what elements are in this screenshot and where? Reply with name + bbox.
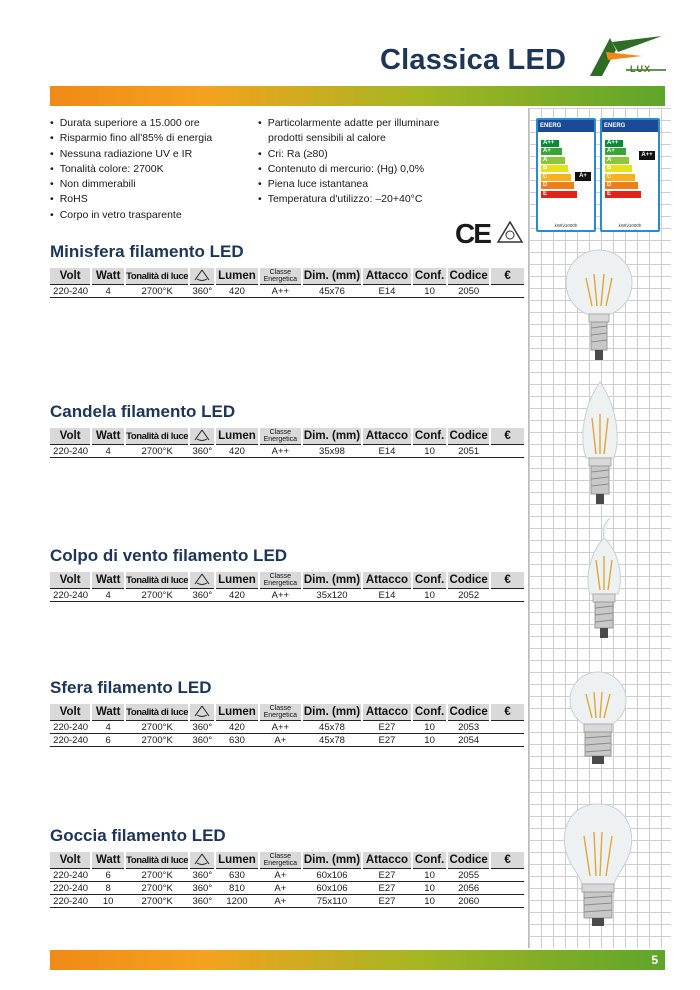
header-lumen: Lumen xyxy=(215,268,258,285)
table-cell: 2700°K xyxy=(125,285,189,298)
classe-header-line1: Classe xyxy=(269,269,292,276)
features-right xyxy=(258,116,439,208)
table-cell: 420 xyxy=(215,285,258,298)
arlux-logo xyxy=(572,32,668,78)
beam-angle-header xyxy=(189,268,215,285)
header-conf: Conf. xyxy=(412,428,447,445)
energy-scale-grade: A+ xyxy=(607,148,615,154)
feature-item: prodotti sensibili al calore xyxy=(268,132,386,145)
price-cell xyxy=(490,882,524,895)
table-cell: 220-240 xyxy=(50,895,91,908)
header-codice: Codice xyxy=(447,572,490,589)
table-cell: 2700°K xyxy=(125,882,189,895)
energy-scale-grade: E xyxy=(607,190,612,197)
goccia-bulb-image xyxy=(556,800,640,930)
table-cell: A+ xyxy=(259,734,303,747)
table-cell: 4 xyxy=(91,721,125,734)
beam-angle-icon xyxy=(193,705,211,717)
header-tonalita: Tonalità di luce xyxy=(125,704,189,721)
energy-scale-bar xyxy=(605,191,641,198)
table-cell: 2053 xyxy=(447,721,490,734)
feature-item: • Corpo in vetro trasparente xyxy=(50,208,212,223)
table-cell: 420 xyxy=(215,721,258,734)
header-volt: Volt xyxy=(50,852,91,869)
table-cell: 45x76 xyxy=(302,285,362,298)
table-cell: 2055 xyxy=(447,869,490,882)
table-cell: 630 xyxy=(215,734,258,747)
energy-scale-bar xyxy=(541,174,571,181)
energy-label-header: ENERG xyxy=(538,120,594,132)
price-cell xyxy=(490,721,524,734)
header-conf: Conf. xyxy=(412,704,447,721)
product-section xyxy=(50,242,524,298)
energy-scale-grade: A++ xyxy=(607,139,619,146)
beam-angle-icon xyxy=(193,269,211,281)
section-title: Sfera filamento LED xyxy=(50,678,212,697)
table-cell: 2050 xyxy=(447,285,490,298)
table-cell: 60x106 xyxy=(302,869,362,882)
energy-scale-bar xyxy=(541,148,562,155)
energy-scale-bar xyxy=(605,165,632,172)
table-row xyxy=(50,721,524,734)
classe-energetica-header xyxy=(259,572,303,589)
classe-header-line1: Classe xyxy=(269,705,292,712)
energy-scale-grade: A+ xyxy=(543,148,551,154)
price-cell xyxy=(490,285,524,298)
energy-scale-grade: C xyxy=(607,173,612,180)
energy-scale-grade: A xyxy=(607,156,612,163)
classe-header-line2: Energetica xyxy=(263,712,298,719)
header-attacco: Attacco xyxy=(362,428,412,445)
section-title: Minisfera filamento LED xyxy=(50,242,244,261)
classe-header-line2: Energetica xyxy=(263,860,298,867)
header-euro: € xyxy=(490,704,524,721)
energy-scale-bar xyxy=(605,182,638,189)
table-row xyxy=(50,285,524,298)
table-cell: 2056 xyxy=(447,882,490,895)
header-lumen: Lumen xyxy=(215,852,258,869)
header-volt: Volt xyxy=(50,268,91,285)
table-cell: A++ xyxy=(259,285,303,298)
table-cell: 1200 xyxy=(215,895,258,908)
table-cell: 6 xyxy=(91,869,125,882)
table-cell: 220-240 xyxy=(50,734,91,747)
table-cell: 2052 xyxy=(447,589,490,602)
header-codice: Codice xyxy=(447,268,490,285)
features-left xyxy=(50,116,212,223)
table-cell: E14 xyxy=(362,285,412,298)
classe-header-line2: Energetica xyxy=(263,580,298,587)
table-cell: 360° xyxy=(189,895,215,908)
table-cell: 360° xyxy=(189,445,215,458)
table-cell: E27 xyxy=(362,869,412,882)
feature-item: • Non dimmerabili xyxy=(50,177,212,192)
beam-angle-icon xyxy=(193,853,211,865)
table-row xyxy=(50,882,524,895)
colpo-di-vento-bulb-image xyxy=(574,516,634,642)
energy-scale-grade: A xyxy=(543,156,548,163)
product-table xyxy=(50,572,524,602)
energy-scale-bar xyxy=(605,148,626,155)
classe-header-line2: Energetica xyxy=(263,436,298,443)
table-cell: E27 xyxy=(362,721,412,734)
table-cell: 4 xyxy=(91,589,125,602)
price-cell xyxy=(490,445,524,458)
table-cell: 4 xyxy=(91,445,125,458)
header-euro: € xyxy=(490,572,524,589)
beam-angle-header xyxy=(189,704,215,721)
section-title: Colpo di vento filamento LED xyxy=(50,546,288,565)
energy-scale-grade: B xyxy=(607,165,612,171)
table-cell: E14 xyxy=(362,445,412,458)
table-cell: 10 xyxy=(412,721,447,734)
ce-mark: CE xyxy=(455,218,490,249)
table-cell: 10 xyxy=(412,869,447,882)
product-table xyxy=(50,704,524,747)
energy-grade-badge: A+ xyxy=(575,172,591,181)
header-watt: Watt xyxy=(91,268,125,285)
feature-item: • Cri: Ra (≥80) xyxy=(258,147,439,162)
header-euro: € xyxy=(490,268,524,285)
energy-scale-grade: D xyxy=(607,182,612,188)
energy-scale-grade: E xyxy=(543,190,548,197)
header-volt: Volt xyxy=(50,704,91,721)
table-cell: 35x120 xyxy=(302,589,362,602)
header-watt: Watt xyxy=(91,704,125,721)
classe-energetica-header xyxy=(259,268,303,285)
beam-angle-icon xyxy=(193,429,211,441)
table-cell: 75x110 xyxy=(302,895,362,908)
table-cell: 220-240 xyxy=(50,589,91,602)
page-title: Classica LED xyxy=(380,44,567,76)
price-cell xyxy=(490,895,524,908)
energy-label-header: ENERG xyxy=(602,120,658,132)
table-cell: A++ xyxy=(259,589,303,602)
header-euro: € xyxy=(490,428,524,445)
energy-label-footer: kWh/1000h xyxy=(554,223,578,228)
table-cell: E27 xyxy=(362,882,412,895)
feature-item: • Contenuto di mercurio: (Hg) 0,0% xyxy=(258,162,439,177)
table-cell: A+ xyxy=(259,882,303,895)
header-tonalita: Tonalità di luce xyxy=(125,572,189,589)
energy-scale-bar xyxy=(541,140,559,147)
table-cell: 2060 xyxy=(447,895,490,908)
minisfera-bulb-image xyxy=(562,238,636,370)
table-cell: A+ xyxy=(259,869,303,882)
table-cell: 10 xyxy=(91,895,125,908)
energy-scale-bar xyxy=(541,191,577,198)
header-lumen: Lumen xyxy=(215,704,258,721)
table-cell: 220-240 xyxy=(50,869,91,882)
product-table xyxy=(50,428,524,458)
energy-grade-badge: A++ xyxy=(639,151,655,160)
beam-angle-icon xyxy=(193,573,211,585)
table-cell: 810 xyxy=(215,882,258,895)
price-cell xyxy=(490,589,524,602)
table-cell: 360° xyxy=(189,869,215,882)
energy-scale-bar xyxy=(605,157,629,164)
table-row xyxy=(50,445,524,458)
header-attacco: Attacco xyxy=(362,852,412,869)
weee-triangle-icon xyxy=(496,220,524,244)
header-conf: Conf. xyxy=(412,572,447,589)
header-conf: Conf. xyxy=(412,268,447,285)
product-section xyxy=(50,546,524,602)
header-dim: Dim. (mm) xyxy=(302,704,362,721)
energy-scale-bar xyxy=(541,165,568,172)
section-title: Goccia filamento LED xyxy=(50,826,226,845)
feature-item: • Nessuna radiazione UV e IR xyxy=(50,147,212,162)
energy-label-sub xyxy=(602,132,658,138)
bottom-color-bar xyxy=(50,950,665,970)
product-section xyxy=(50,402,524,458)
table-cell: 360° xyxy=(189,285,215,298)
table-cell: 420 xyxy=(215,589,258,602)
table-cell: 360° xyxy=(189,589,215,602)
table-cell: E27 xyxy=(362,734,412,747)
table-cell: A++ xyxy=(259,721,303,734)
table-cell: 2700°K xyxy=(125,895,189,908)
energy-scale-grade: B xyxy=(543,165,548,171)
table-cell: A+ xyxy=(259,895,303,908)
section-title: Candela filamento LED xyxy=(50,402,236,421)
candela-bulb-image xyxy=(570,378,630,508)
table-row xyxy=(50,589,524,602)
product-table xyxy=(50,852,524,908)
beam-angle-header xyxy=(189,428,215,445)
price-cell xyxy=(490,869,524,882)
energy-label-a-plus xyxy=(536,118,596,232)
product-section xyxy=(50,678,524,747)
table-cell: 60x106 xyxy=(302,882,362,895)
classe-energetica-header xyxy=(259,428,303,445)
table-cell: 10 xyxy=(412,882,447,895)
energy-label-a-plus-plus xyxy=(600,118,660,232)
table-cell: 45x78 xyxy=(302,734,362,747)
beam-angle-header xyxy=(189,852,215,869)
feature-item: • Durata superiore a 15.000 ore xyxy=(50,116,212,131)
feature-item: • Risparmio fino all'85% di energia xyxy=(50,131,212,146)
table-cell: 220-240 xyxy=(50,285,91,298)
classe-header-line1: Classe xyxy=(269,429,292,436)
table-cell: 10 xyxy=(412,734,447,747)
table-cell: 10 xyxy=(412,589,447,602)
table-cell: 220-240 xyxy=(50,445,91,458)
feature-item: • Piena luce istantanea xyxy=(258,177,439,192)
header-tonalita: Tonalità di luce xyxy=(125,268,189,285)
header-dim: Dim. (mm) xyxy=(302,852,362,869)
header-euro: € xyxy=(490,852,524,869)
classe-energetica-header xyxy=(259,852,303,869)
energy-label-footer: kWh/1000h xyxy=(618,223,642,228)
energy-scale-bar xyxy=(605,140,623,147)
table-cell: 45x78 xyxy=(302,721,362,734)
header-attacco: Attacco xyxy=(362,268,412,285)
table-cell: 2700°K xyxy=(125,869,189,882)
energy-scale-bar xyxy=(541,157,565,164)
table-cell: 2700°K xyxy=(125,721,189,734)
header-lumen: Lumen xyxy=(215,572,258,589)
classe-energetica-header xyxy=(259,704,303,721)
classe-header-line1: Classe xyxy=(269,573,292,580)
feature-item: • Temperatura d'utilizzo: –20+40°C xyxy=(258,192,439,207)
energy-label-sub xyxy=(538,132,594,138)
header-attacco: Attacco xyxy=(362,572,412,589)
header-tonalita: Tonalità di luce xyxy=(125,428,189,445)
product-table xyxy=(50,268,524,298)
table-cell: 220-240 xyxy=(50,882,91,895)
table-row xyxy=(50,869,524,882)
table-cell: 2051 xyxy=(447,445,490,458)
page-number: 5 xyxy=(651,953,658,967)
header-dim: Dim. (mm) xyxy=(302,428,362,445)
beam-angle-header xyxy=(189,572,215,589)
energy-scale-bar xyxy=(605,174,635,181)
price-cell xyxy=(490,734,524,747)
header-codice: Codice xyxy=(447,704,490,721)
feature-item: • RoHS xyxy=(50,192,212,207)
header-tonalita: Tonalità di luce xyxy=(125,852,189,869)
top-color-bar xyxy=(50,86,665,106)
table-cell: 2700°K xyxy=(125,589,189,602)
feature-item: • Particolarmente adatte per illuminare xyxy=(258,116,439,131)
table-cell: 10 xyxy=(412,895,447,908)
table-cell: 10 xyxy=(412,285,447,298)
sfera-bulb-image xyxy=(564,668,632,768)
table-cell: 35x98 xyxy=(302,445,362,458)
energy-scale-grade: A++ xyxy=(543,139,555,146)
header-watt: Watt xyxy=(91,852,125,869)
table-cell: E27 xyxy=(362,895,412,908)
header-conf: Conf. xyxy=(412,852,447,869)
table-row xyxy=(50,734,524,747)
header-watt: Watt xyxy=(91,572,125,589)
classe-header-line2: Energetica xyxy=(263,276,298,283)
table-cell: 10 xyxy=(412,445,447,458)
table-cell: 220-240 xyxy=(50,721,91,734)
header-codice: Codice xyxy=(447,852,490,869)
table-row xyxy=(50,895,524,908)
table-cell: 4 xyxy=(91,285,125,298)
classe-header-line1: Classe xyxy=(269,853,292,860)
energy-scale-grade: D xyxy=(543,182,548,188)
header-attacco: Attacco xyxy=(362,704,412,721)
table-cell: 2700°K xyxy=(125,734,189,747)
logo-lux-text: LUX xyxy=(630,64,651,74)
header-volt: Volt xyxy=(50,572,91,589)
table-cell: 420 xyxy=(215,445,258,458)
table-cell: 360° xyxy=(189,734,215,747)
table-cell: 2700°K xyxy=(125,445,189,458)
table-cell: 6 xyxy=(91,734,125,747)
header-dim: Dim. (mm) xyxy=(302,268,362,285)
energy-scale-bar xyxy=(541,182,574,189)
header-lumen: Lumen xyxy=(215,428,258,445)
table-cell: 630 xyxy=(215,869,258,882)
header-codice: Codice xyxy=(447,428,490,445)
product-section xyxy=(50,826,524,908)
energy-scale-grade: C xyxy=(543,173,548,180)
table-cell: 8 xyxy=(91,882,125,895)
table-cell: 2054 xyxy=(447,734,490,747)
table-cell: A++ xyxy=(259,445,303,458)
header-volt: Volt xyxy=(50,428,91,445)
feature-item: • Tonalità colore: 2700K xyxy=(50,162,212,177)
table-cell: E14 xyxy=(362,589,412,602)
table-cell: 360° xyxy=(189,721,215,734)
header-watt: Watt xyxy=(91,428,125,445)
header-dim: Dim. (mm) xyxy=(302,572,362,589)
table-cell: 360° xyxy=(189,882,215,895)
